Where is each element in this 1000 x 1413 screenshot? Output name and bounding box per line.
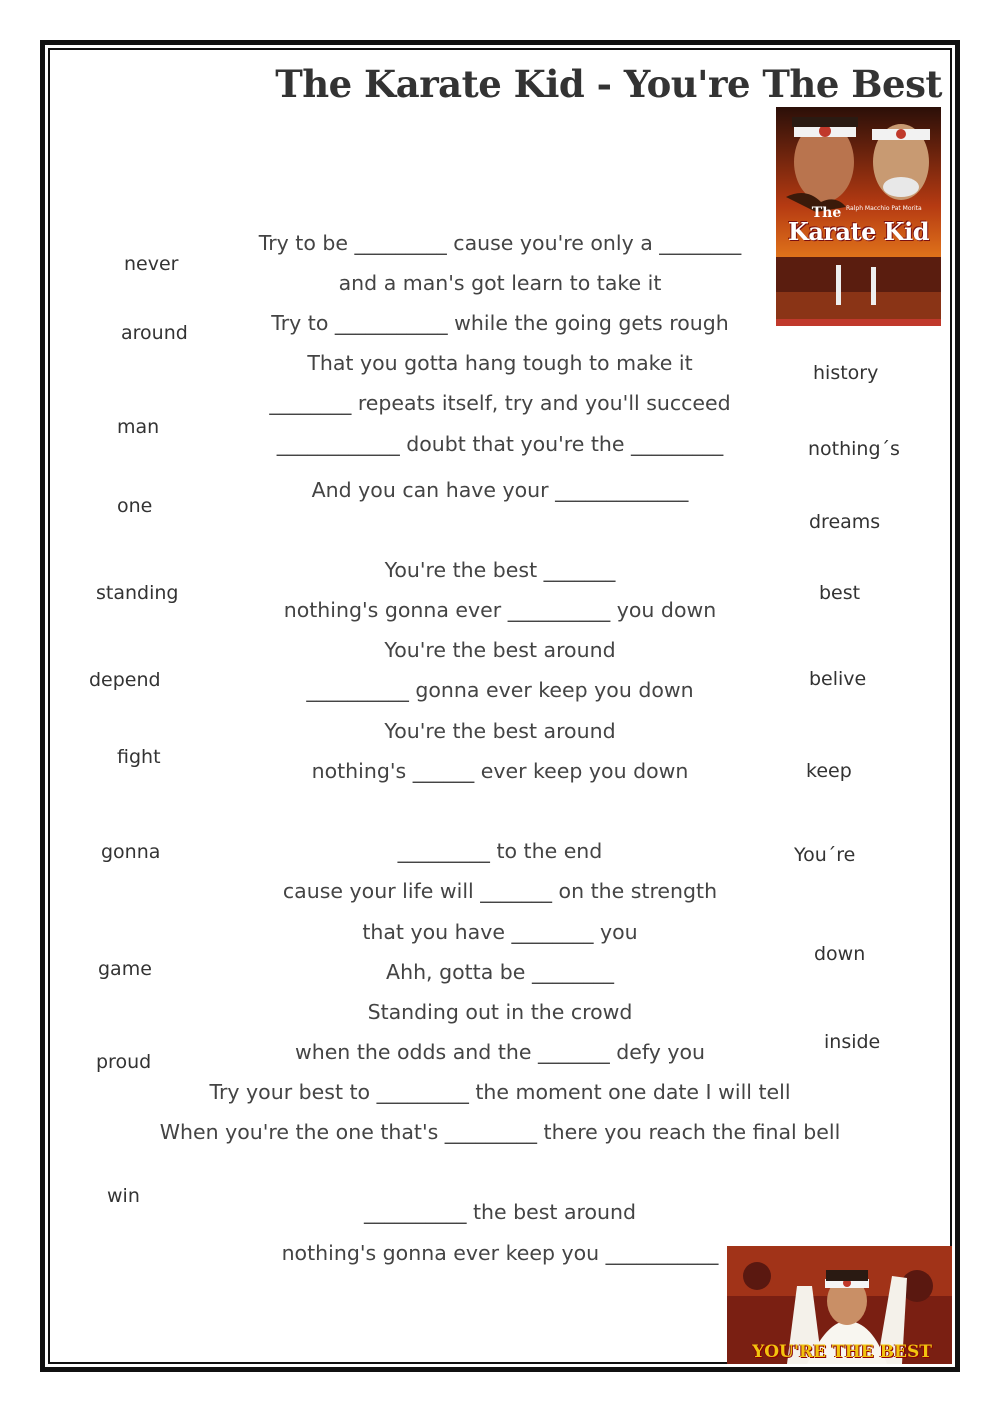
word-bank-item: win	[107, 1185, 140, 1207]
word-bank-item: proud	[96, 1051, 152, 1073]
lyric-line: ________ repeats itself, try and you'll succeed	[269, 391, 731, 415]
lyric-line: __________ gonna ever keep you down	[306, 678, 694, 702]
lyric-line: Standing out in the crowd	[367, 1000, 633, 1024]
word-bank-item: down	[814, 943, 866, 965]
word-bank-item: dreams	[809, 511, 881, 533]
lyric-line: You're the best _______	[384, 558, 616, 582]
poster-title-main: Karate Kid	[787, 217, 930, 246]
lyric-line: nothing's gonna ever keep you ___________	[281, 1241, 719, 1265]
lyric-line: You're the best around	[384, 638, 616, 662]
lyric-line: nothing's gonna ever __________ you down	[283, 598, 717, 622]
banner-text: YOU'RE THE BEST	[752, 1342, 932, 1362]
lyric-line: And you can have your _____________	[311, 478, 689, 502]
word-bank-item: never	[124, 253, 179, 275]
lyric-line: When you're the one that's _________ there you reach the final bell	[159, 1120, 841, 1144]
lyric-line: and a man's got learn to take it	[338, 271, 662, 295]
lyric-line: Ahh, gotta be ________	[386, 960, 614, 984]
lyric-line: You're the best around	[384, 719, 616, 743]
word-bank-item: keep	[806, 760, 852, 782]
lyric-line: _________ to the end	[397, 839, 603, 863]
word-bank-item: nothing´s	[808, 438, 900, 460]
lyric-line: Try your best to _________ the moment one date I will tell	[209, 1080, 791, 1104]
poster-title-the: The	[811, 205, 842, 221]
word-bank-item: history	[813, 362, 879, 384]
word-bank-item: gonna	[101, 841, 161, 863]
lyric-line: nothing's ______ ever keep you down	[311, 759, 689, 783]
lyric-line: __________ the best around	[363, 1200, 637, 1224]
word-bank-item: belive	[809, 668, 867, 690]
word-bank-item: best	[819, 582, 861, 604]
lyric-line: Try to be _________ cause you're only a ________	[258, 231, 742, 255]
lyric-line: That you gotta hang tough to make it	[307, 351, 693, 375]
lyric-line: Try to ___________ while the going gets rough	[271, 311, 729, 335]
poster-credits: Ralph Macchio Pat Morita	[846, 205, 922, 212]
lyric-line: that you have ________ you	[362, 920, 638, 944]
word-bank-item: one	[117, 495, 153, 517]
lyric-line: cause your life will _______ on the strength	[282, 879, 718, 903]
word-bank-item: game	[98, 958, 152, 980]
word-bank-item: depend	[89, 669, 161, 691]
word-bank-item: fight	[117, 746, 161, 768]
worksheet-title: The Karate Kid - You're The Best	[275, 62, 942, 106]
lyric-line: when the odds and the _______ defy you	[294, 1040, 706, 1064]
word-bank-item: around	[121, 322, 188, 344]
word-bank-item: standing	[96, 582, 179, 604]
lyric-line: ____________ doubt that you're the _________	[276, 432, 724, 456]
word-bank-item: inside	[824, 1031, 881, 1053]
word-bank-item: man	[117, 416, 160, 438]
word-bank-item: You´re	[794, 844, 856, 866]
